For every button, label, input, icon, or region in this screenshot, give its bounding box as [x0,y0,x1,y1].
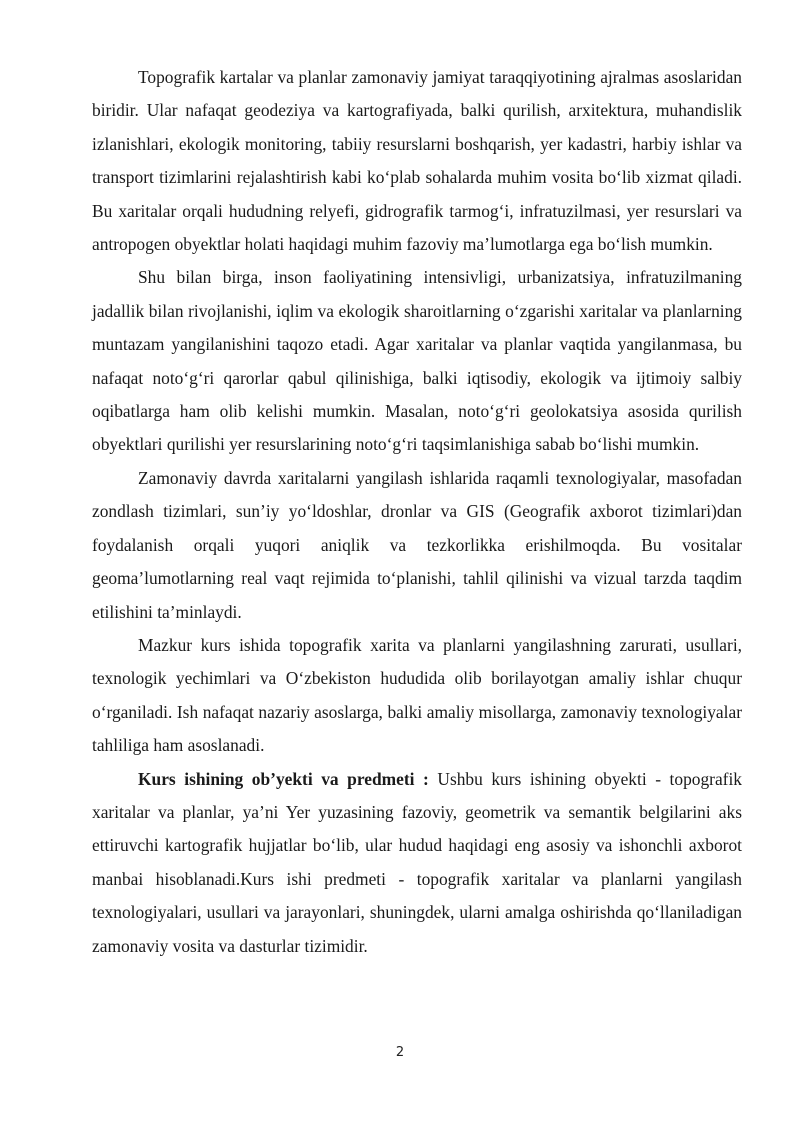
page-number: 2 [395,1045,405,1060]
paragraph-5-text: Ushbu kurs ishining obyekti - topografik xaritalar va planlar, ya’ni Yer yuzasining fazoviy, geometrik va semantik belgilarini aks ettiruvchi kartografik hujjatlar bo‘lib, ular hudud haqidagi eng asosiy va ishonchli axborot manbai hisoblanadi.Kurs ishi predmeti - topografik xaritalar va planlarni yangilash texnologiyalari, usullari va jarayonlari, shuningdek, ularni amalga oshirishda qo‘llaniladigan zamonaviy vosita va dasturlar tizimidir. [92,768,743,956]
paragraph-3: Zamonaviy davrda xaritalarni yangilash ishlarida raqamli texnologiyalar, masofadan zondlash tizimlari, sun’iy yo‘ldoshlar, dronlar va GIS (Geografik axborot tizimlari)dan foydalanish orqali yuqori aniqlik va tezkorlikka erishilmoqda. Bu vositalar geoma’lumotlarning real vaqt rejimida to‘planishi, tahlil qilinishi va vizual tarzda taqdim etilishini ta’minlaydi. [92,467,742,622]
paragraph-4: Mazkur kurs ishida topografik xarita va planlarni yangilashning zarurati, usullari, texnologik yechimlari va O‘zbekiston hududida olib borilayotgan amaliy ishlar chuqur o‘rganiladi. Ish nafaqat nazariy asoslarga, balki amaliy misollarga, zamonaviy texnologiyalar tahliliga ham asoslanadi. [92,634,742,756]
paragraph-1: Topografik kartalar va planlar zamonaviy jamiyat taraqqiyotining ajralmas asoslaridan biridir. Ular nafaqat geodeziya va kartografiyada, balki qurilish, arxitektura, muhandislik izlanishlari, ekologik monitoring, tabiiy resurslarni boshqarish, yer kadastri, harbiy ishlar va transport tizimlarini rejalashtirish kabi ko‘plab sohalarda muhim vosita bo‘lib xizmat qiladi. Bu xaritalar orqali hududning relyefi, gidrografik tarmog‘i, infratuzilmasi, yer resurslari va antropogen obyektlar holati haqidagi muhim fazoviy ma’lumotlarga ega bo‘lish mumkin. [92,67,742,255]
body-text [92,61,742,963]
paragraph-2: Shu bilan birga, inson faoliyatining intensivligi, urbanizatsiya, infratuzilmaning jadallik bilan rivojlanishi, iqlim va ekologik sharoitlarning o‘zgarishi xaritalar va planlarning muntazam yangilanishini taqozo etadi. Agar xaritalar va planlar vaqtida yangilanmasa, bu nafaqat noto‘g‘ri qarorlar qabul qilinishiga, balki iqtisodiy, ekologik va ijtimoiy salbiy oqibatlarga ham olib kelishi mumkin. Masalan, noto‘g‘ri geolokatsiya asosida qurilish obyektlari qurilishi yer resurslarining noto‘g‘ri taqsimlanishiga sabab bo‘lishi mumkin. [92,267,742,455]
paragraph-5-lead: Kurs ishining ob’yekti va predmeti : [138,768,429,789]
paragraph-5 [92,763,742,963]
